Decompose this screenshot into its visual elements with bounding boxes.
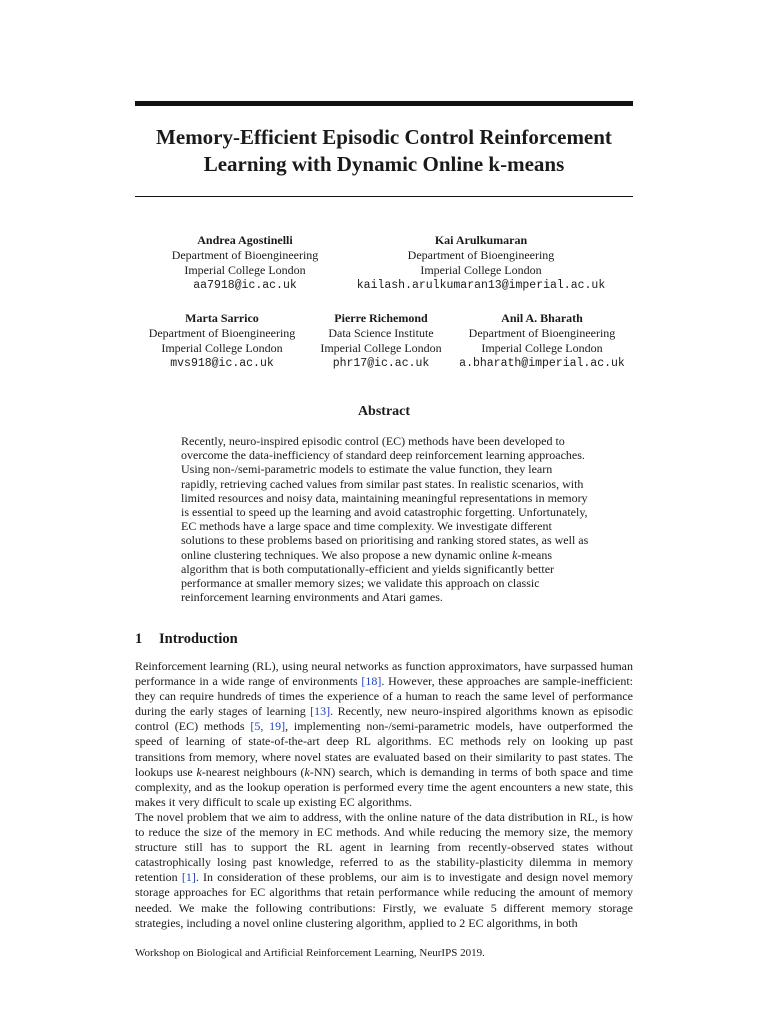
abstract-k-symbol: k — [512, 547, 518, 562]
citation-link[interactable]: [13] — [310, 704, 331, 719]
author-affiliation: Department of Bioengineering — [407, 248, 555, 262]
section-number: 1 — [135, 631, 143, 647]
text-run: -NN) search, which is demanding in terms of both space and time complexity, and as the lookup operation is performed every time the agent encounters a new state, this makes it very difficult to scale up existing EC algorithms. — [135, 764, 634, 809]
author-name: Anil A. Bharath — [501, 311, 583, 325]
author-affiliation: Data Science Institute — [328, 326, 434, 340]
author-institution: Imperial College London — [420, 263, 542, 277]
author-email[interactable]: a.bharath@imperial.ac.uk — [459, 357, 625, 370]
text-run: -nearest neighbours ( — [201, 764, 305, 779]
text-run: Reinforcement learning (RL), using neural networks as function approximators, have surpassed human performance in a wide range of environments — [135, 659, 633, 689]
author-block-agostinelli — [172, 233, 319, 293]
page-footer-venue: Workshop on Biological and Artificial Reinforcement Learning, NeurIPS 2019. — [135, 947, 485, 959]
text-run: , implementing non-/semi-parametric models, have outperformed the speed of learning of state-of-the-art deep RL algorithms. EC methods rely on looking up past transitions from memory, where novel states are evaluated based on their similarity to past states. The lookups use — [135, 719, 634, 779]
abstract-text — [181, 434, 589, 604]
title-line-2: Learning with Dynamic Online k-means — [203, 152, 565, 176]
author-institution: Imperial College London — [184, 263, 306, 277]
author-name: Marta Sarrico — [185, 311, 259, 325]
author-block-bharath — [459, 311, 625, 371]
author-email[interactable]: phr17@ic.ac.uk — [332, 357, 430, 370]
citation-link[interactable]: [5, 19] — [250, 719, 286, 734]
author-institution: Imperial College London — [320, 341, 442, 355]
section-heading-introduction — [135, 630, 238, 648]
author-email[interactable]: mvs918@ic.ac.uk — [170, 357, 274, 370]
k-symbol: k — [196, 764, 202, 779]
citation-link[interactable]: [18] — [361, 674, 382, 689]
abstract-heading: Abstract — [357, 404, 411, 419]
k-symbol: k — [304, 764, 310, 779]
author-institution: Imperial College London — [481, 341, 603, 355]
author-email[interactable]: aa7918@ic.ac.uk — [193, 279, 297, 292]
paper-title — [135, 124, 633, 178]
section-title: Introduction — [159, 631, 238, 647]
intro-paragraph-2 — [135, 810, 633, 931]
intro-paragraph-1 — [135, 659, 633, 810]
text-run: . In consideration of these problems, our aim is to investigate and design novel memory storage approaches for EC algorithms that retain performance while reducing the amount of memory needed. We make the following contributions: Firstly, we evaluate 5 different memory storage strategies, including a novel online clustering algorithm, applied to 2 EC algorithms, in both — [135, 870, 633, 930]
author-name: Pierre Richemond — [334, 311, 428, 325]
author-name: Andrea Agostinelli — [197, 233, 293, 247]
author-institution: Imperial College London — [161, 341, 283, 355]
author-affiliation: Department of Bioengineering — [468, 326, 616, 340]
abstract-text-part: Recently, neuro-inspired episodic control (EC) methods have been developed to overcome the data-inefficiency of standard deep reinforcement learning approaches. Using non-/semi-parametric models to estimate the value function, they learn rapidly, retrieving cached values from similar past states. In realistic scenarios, with limited resources and noisy data, maintaining meaningful representations in memory is essential to speed up the learning and avoid catastrophic forgetting. Unfortunately, EC methods have a large space and time complexity. We investigate different solutions to these problems based on prioritising and ranking stored states, as well as online clustering techniques. We also propose a new dynamic online — [181, 434, 589, 562]
author-block-arulkumaran — [357, 233, 605, 293]
citation-link[interactable]: [1] — [181, 870, 196, 885]
text-run: . Recently, new neuro-inspired algorithms known as episodic control (EC) methods — [135, 704, 633, 734]
title-top-rule — [135, 101, 633, 106]
title-line-1: Memory-Efficient Episodic Control Reinforcement — [156, 125, 612, 149]
title-bottom-rule — [135, 196, 633, 197]
abstract-text-part: -means algorithm that is both computationally-efficient and yields significantly better performance at smaller memory sizes; we validate this approach on classic reinforcement learning environments and Atari games. — [181, 547, 555, 605]
author-affiliation: Department of Bioengineering — [171, 248, 319, 262]
text-run: The novel problem that we aim to address, with the online nature of the data distribution in RL, is how to reduce the size of the memory in EC methods. And while reducing the memory size, the memory structure still has to support the RL agent in learning from recently-observed states without catastrophically losing past knowledge, referred to as the stability-plasticity dilemma in memory retention — [135, 810, 633, 885]
text-run: . However, these approaches are sample-inefficient: they can require hundreds of times the experience of a human to reach the same level of performance during the early stages of learning — [135, 674, 634, 719]
author-block-richemond — [320, 311, 441, 371]
author-block-sarrico — [149, 311, 296, 371]
author-name: Kai Arulkumaran — [434, 233, 528, 247]
author-affiliation: Department of Bioengineering — [148, 326, 296, 340]
author-email[interactable]: kailash.arulkumaran13@imperial.ac.uk — [356, 279, 606, 292]
